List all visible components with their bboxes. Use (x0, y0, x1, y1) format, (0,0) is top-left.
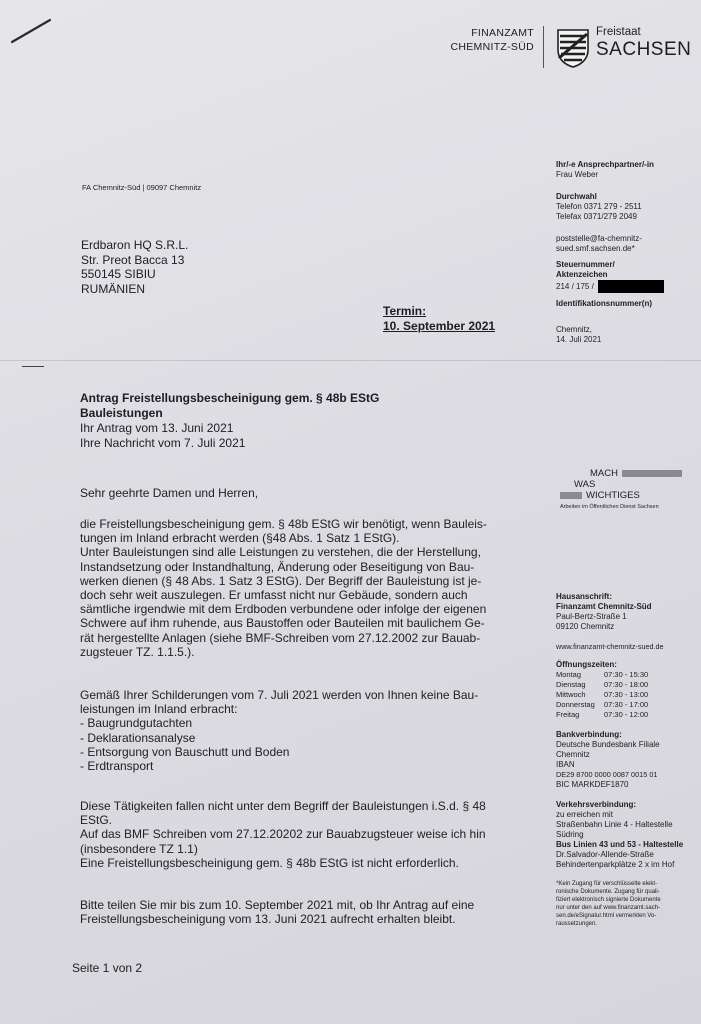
office-line1: FINANZAMT (471, 27, 534, 39)
hours-row (556, 680, 698, 690)
deadline-label: Termin: (383, 304, 427, 318)
saxony-coat-of-arms-icon (556, 28, 590, 68)
redaction-bar (598, 280, 664, 293)
paragraph-line: rät hergestellte Anlagen (siehe BMF-Schreiben vom 27.12.2002 zur Bauab- (80, 630, 481, 645)
paragraph-line: die Freistellungsbescheinigung gem. § 48b EStG wir benötigt, wenn Bauleis- (80, 517, 487, 531)
paragraph-line: Auf das BMF Schreiben vom 27.12.20202 zur Bauabzugsteuer weise ich hin (80, 827, 486, 842)
paragraph-line: Bitte teilen Sie mir bis zum 10. September 2021 mit, ob Ihr Antrag auf eine (80, 898, 475, 912)
address-street: Paul-Bertz-Straße 1 (556, 612, 627, 621)
tax-number: 214 / 175 / (556, 281, 594, 291)
hours-time: 07:30 - 12:00 (604, 710, 649, 719)
transport-line5: Dr.Salvador-Allende-Straße (556, 850, 654, 859)
salutation: Sehr geehrte Damen und Herren, (80, 486, 259, 500)
footnote-line: ronische Dokumente. Zugang für quali- (556, 889, 660, 895)
bank-bic: BIC MARKDEF1870 (556, 780, 629, 789)
list-item: - Entsorgung von Bauschutt und Boden (80, 744, 290, 759)
address-name: Finanzamt Chemnitz-Süd (556, 602, 652, 611)
hours-row (556, 700, 698, 710)
hours-row (556, 690, 698, 700)
footnote-line: raussetzungen. (556, 921, 598, 927)
address-city: 09120 Chemnitz (556, 622, 615, 631)
paragraph-line: Gemäß Ihrer Schilderungen vom 7. Juli 2021 werden von Ihnen keine Bau- (80, 688, 479, 702)
letter-date: 14. Juli 2021 (556, 335, 602, 344)
subject-line1: Antrag Freistellungsbescheinigung gem. § 48b EStG (80, 391, 380, 405)
contact-phone: Telefon 0371 279 - 2511 (556, 202, 642, 211)
office-name (440, 26, 534, 54)
hours-day: Freitag (556, 710, 580, 719)
contact-name: Frau Weber (556, 170, 599, 179)
id-heading: Identifikationsnummer(n) (556, 299, 653, 308)
direct-heading: Durchwahl (556, 192, 597, 201)
paragraph-line: Diese Tätigkeiten fallen nicht unter dem Begriff der Bauleistungen i.S.d. § 48 (80, 799, 486, 813)
campaign-word2: WAS (574, 479, 596, 490)
contact-heading: Ihr/-e Ansprechpartner/-in (556, 160, 654, 169)
hours-day: Mittwoch (556, 690, 586, 699)
campaign-bar (560, 492, 582, 499)
deadline-block (383, 304, 495, 334)
paragraph-line: Unter Bauleistungen sind alle Leistungen zu verstehen, die der Herstellung, (80, 545, 481, 560)
paragraph-line: Instandsetzung oder Instandhaltung, Änderung oder Beseitigung von Bau- (80, 559, 475, 574)
header-divider (543, 26, 544, 68)
tax-heading-line1: Steuernummer/ (556, 260, 615, 269)
footnote-line: sen.de/eSignatur.html vermerkten Vo- (556, 913, 657, 919)
hours-day: Donnerstag (556, 700, 595, 709)
bank-heading: Bankverbindung: (556, 730, 622, 739)
contact-fax: Telefax 0371/279 2049 (556, 212, 637, 221)
hours-heading: Öffnungszeiten: (556, 660, 617, 669)
paragraph-line: tungen im Inland erbracht werden (§48 Abs. 1 Satz 1 EStG). (80, 531, 400, 546)
contact-block (556, 160, 696, 345)
activity-list (80, 716, 550, 773)
state-name (596, 26, 691, 61)
office-website: www.finanzamt-chemnitz-sued.de (556, 642, 664, 651)
footnote (556, 880, 698, 928)
hours-row (556, 710, 698, 720)
campaign-word3: WICHTIGES (586, 490, 640, 501)
paragraph-line: Freistellungsbescheinigung vom 13. Juni 2021 aufrecht erhalten bleibt. (80, 912, 456, 927)
bank-line3: IBAN (556, 760, 575, 769)
campaign-word1: MACH (590, 468, 618, 479)
subject-block (80, 391, 379, 451)
paragraph-line: Eine Freistellungsbescheinigung gem. § 48b EStG ist nicht erforderlich. (80, 855, 459, 870)
campaign-logo (560, 468, 690, 511)
subject-line4: Ihre Nachricht vom 7. Juli 2021 (80, 436, 246, 450)
fold-mark (22, 366, 44, 367)
bank-line2: Chemnitz (556, 750, 590, 759)
state-line1: Freistaat (596, 26, 641, 38)
campaign-bar (622, 470, 682, 477)
recipient-address (81, 238, 188, 296)
list-item: - Erdtransport (80, 759, 154, 774)
campaign-tagline: Arbeiten im Öffentlichen Dienst Sachsen (560, 504, 659, 510)
contact-email-line1: poststelle@fa-chemnitz- (556, 234, 642, 243)
hours-time: 07:30 - 13:00 (604, 690, 649, 699)
bank-line1: Deutsche Bundesbank Filiale (556, 740, 660, 749)
footnote-line: fiziert elektronisch signierte Dokumente (556, 897, 661, 903)
paragraph-line: doch sehr weit auszulegen. Er umfasst nicht nur Gebäude, sondern auch (80, 588, 468, 603)
list-item: - Baugrundgutachten (80, 716, 193, 731)
transport-line1: zu erreichen mit (556, 810, 613, 819)
paragraph-4 (80, 898, 550, 926)
paragraph-line: zugsteuer TZ. 1.1.5.). (80, 644, 195, 659)
recipient-line4: RUMÄNIEN (81, 281, 146, 296)
fold-line-top (0, 360, 701, 361)
office-line2: CHEMNITZ-SÜD (450, 41, 534, 53)
hours-time: 07:30 - 18:00 (604, 680, 649, 689)
deadline-date: 10. September 2021 (383, 319, 496, 333)
hours-time: 07:30 - 15:30 (604, 670, 649, 679)
bank-iban: DE29 8700 0000 0087 0015 01 (556, 770, 658, 779)
tax-heading-line2: Aktenzeichen (556, 270, 608, 279)
paragraph-line: werken dienen (§ 48 Abs. 1 Satz 3 EStG). Der Begriff der Bauleistung ist je- (80, 573, 482, 588)
paragraph-3 (80, 799, 550, 870)
hours-row (556, 670, 698, 680)
paragraph-line: EStG. (80, 813, 113, 828)
footnote-line: *Kein Zugang für verschlüsselte elekt- (556, 881, 658, 887)
paragraph-line: Schwere auf ihm ruhende, aus Baustoffen oder Bauteilen mit baulichem Ge- (80, 616, 485, 631)
paragraph-1 (80, 517, 550, 659)
hours-day: Montag (556, 670, 582, 679)
hours-time: 07:30 - 17:00 (604, 700, 649, 709)
address-heading: Hausanschrift: (556, 592, 613, 601)
recipient-line1: Erdbaron HQ S.R.L. (81, 238, 189, 252)
recipient-line3: 550145 SIBIU (81, 267, 156, 281)
subject-line2: Bauleistungen (80, 406, 163, 420)
subject-line3: Ihr Antrag vom 13. Juni 2021 (80, 421, 234, 435)
paragraph-line: sämtliche irgendwie mit dem Erdboden verbundene oder infolge der eigenen (80, 602, 487, 617)
page-number: Seite 1 von 2 (72, 961, 143, 975)
transport-heading: Verkehrsverbindung: (556, 800, 637, 809)
sender-line: FA Chemnitz-Süd | 09097 Chemnitz (82, 183, 202, 192)
footnote-line: nur unter den auf www.finanzamt.sach- (556, 905, 661, 911)
contact-email-line2: sued.smf.sachsen.de* (556, 244, 635, 253)
recipient-line2: Str. Preot Bacca 13 (81, 252, 185, 267)
hours-day: Dienstag (556, 680, 586, 689)
paragraph-line: leistungen im Inland erbracht: (80, 702, 238, 717)
paragraph-2 (80, 688, 550, 773)
transport-line3: Südring (556, 830, 584, 839)
transport-line4: Bus Linien 43 und 53 - Haltestelle (556, 840, 684, 849)
transport-line6: Behindertenparkplätze 2 x im Hof (556, 860, 675, 869)
state-line2: SACHSEN (596, 39, 692, 60)
pen-mark (8, 14, 54, 46)
list-item: - Deklarationsanalyse (80, 730, 196, 745)
paragraph-line: (insbesondere TZ 1.1) (80, 841, 198, 856)
office-address-block (556, 592, 698, 928)
letter-place: Chemnitz, (556, 325, 593, 334)
transport-line2: Straßenbahn Linie 4 - Haltestelle (556, 820, 673, 829)
